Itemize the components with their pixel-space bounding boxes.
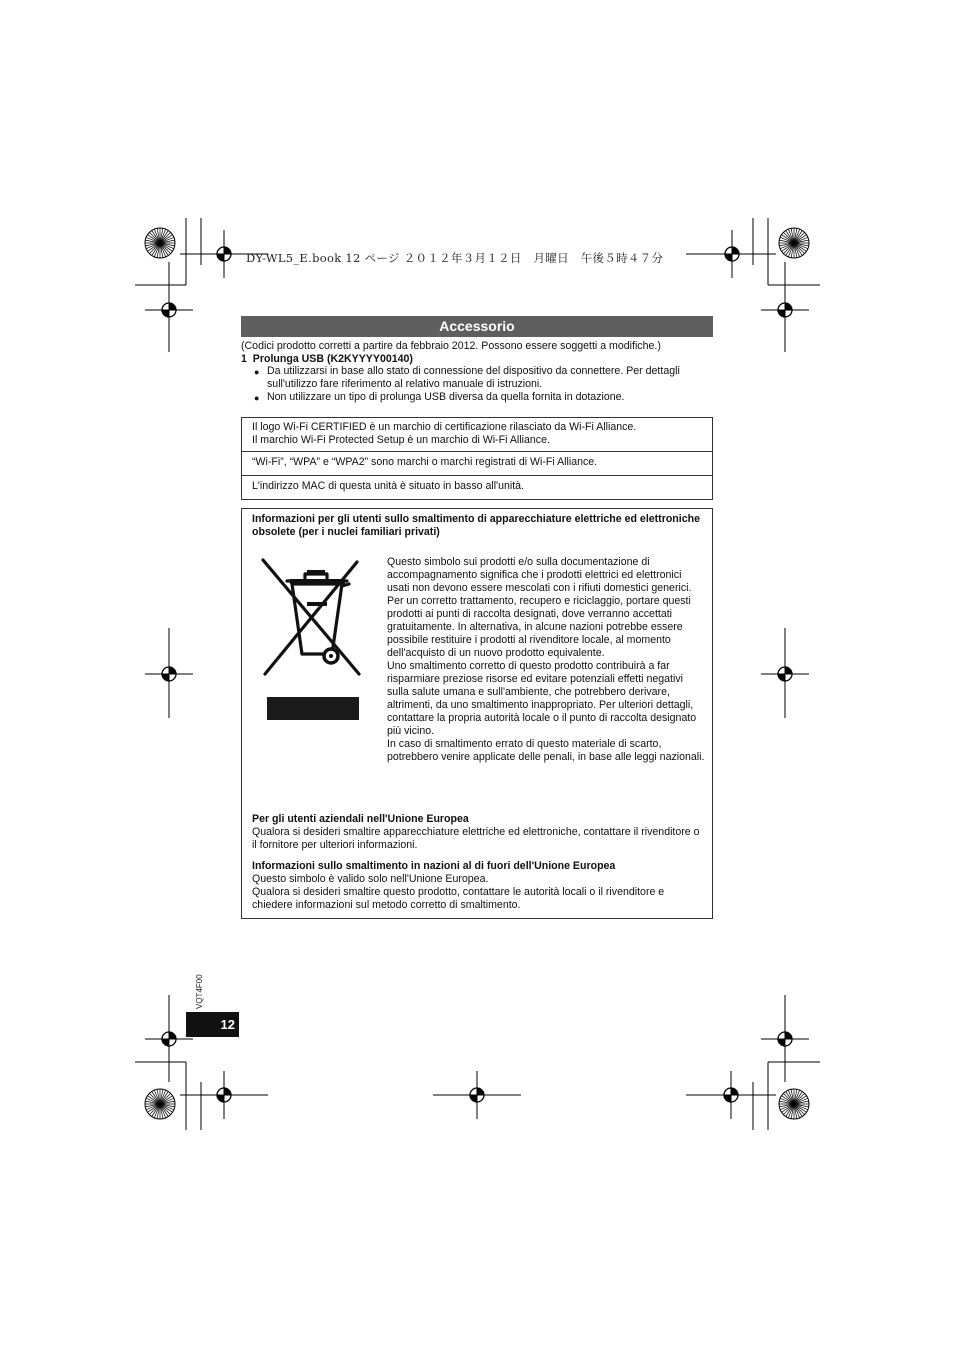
wifi-protected-setup-text: Il marchio Wi-Fi Protected Setup è un marchio di Wi-Fi Alliance. xyxy=(252,434,550,446)
bullet-text: Non utilizzare un tipo di prolunga USB diversa da quella fornita in dotazione. xyxy=(267,391,625,403)
trademark-row-registered xyxy=(242,452,712,476)
item-title: Prolunga USB (K2KYYYY00140) xyxy=(252,353,413,365)
weee-paragraph: Per un corretto trattamento, recupero e riciclaggio, portare questi prodotti ai punti di raccolta designati, dove verranno accettati gratuitamente. In alternativa, in alcune nazioni potrebbe essere possibile restituire i prodotti al rivenditore locale, al momento dell'acquisto di un nuovo prodotto equivalente. xyxy=(387,595,691,659)
trademark-row-wifi-certified xyxy=(242,418,712,452)
section-title: Accessorio xyxy=(241,316,713,337)
mac-address-text: L'indirizzo MAC di questa unità è situato in basso all'unità. xyxy=(252,480,524,492)
weee-outside-eu-section xyxy=(252,860,707,912)
wifi-certified-text: Il logo Wi-Fi CERTIFIED è un marchio di certificazione rilasciato da Wi-Fi Alliance. xyxy=(252,421,637,433)
weee-black-bar xyxy=(267,697,359,720)
weee-title: Informazioni per gli utenti sullo smaltimento di apparecchiature elettriche ed elettroniche obsolete (per i nuclei familiari privati) xyxy=(252,513,700,538)
item-number: 1 xyxy=(241,353,247,365)
weee-outside-text-2: Qualora si desideri smaltire questo prodotto, contattare le autorità locali o il rivenditore e chiedere informazioni sul metodo corretto di smaltimento. xyxy=(252,886,665,911)
section-intro: (Codici prodotto corretti a partire da febbraio 2012. Possono essere soggetti a modifiche.) xyxy=(241,340,661,352)
bullet-icon: ● xyxy=(254,367,260,377)
trademark-row-mac xyxy=(242,476,712,499)
book-header-line: DY-WL5_E.book 12 ページ ２０１２年３月１２日 月曜日 午後５時４７分 xyxy=(246,251,664,265)
crossed-out-wheelie-bin-icon xyxy=(257,554,372,684)
weee-paragraph: In caso di smaltimento errato di questo materiale di scarto, potrebbero venire applicate delle penali, in base alle leggi nazionali. xyxy=(387,738,705,763)
document-code: VQT4F00 xyxy=(195,974,204,1009)
registered-marks-text: “Wi-Fi”, “WPA” e “WPA2” sono marchi o marchi registrati di Wi-Fi Alliance. xyxy=(252,456,598,468)
list-item xyxy=(253,391,713,404)
item-bullet-list xyxy=(253,365,713,404)
weee-paragraph: Uno smaltimento corretto di questo prodotto contribuirà a far risparmiare preziose risorse ed evitare potenziali effetti negativi sulla salute umana e sull'ambiente, che potrebbero derivare, altrimenti, da uno smaltimento inappropriato. Per ulteriori dettagli, contattare la propria autorità locale o il punto di raccolta designato più vicino. xyxy=(387,660,697,737)
trademark-box xyxy=(241,417,713,500)
weee-business-text: Qualora si desideri smaltire apparecchiature elettriche ed elettroniche, contattare il rivenditore o il fornitore per ulteriori informazioni. xyxy=(252,826,700,851)
bullet-icon: ● xyxy=(254,393,260,403)
weee-description xyxy=(387,556,705,764)
weee-disposal-box xyxy=(241,508,713,919)
weee-business-section xyxy=(252,813,707,852)
bullet-text: Da utilizzarsi in base allo stato di connessione del dispositivo da connettere. Per dettagli sull'utilizzo fare riferimento al relativo manuale di istruzioni. xyxy=(267,365,680,390)
weee-outside-title: Informazioni sullo smaltimento in nazioni al di fuori dell'Unione Europea xyxy=(252,860,616,872)
weee-outside-text-1: Questo simbolo è valido solo nell'Unione Europea. xyxy=(252,873,489,885)
weee-paragraph: Questo simbolo sui prodotti e/o sulla documentazione di accompagnamento significa che i prodotti elettrici ed elettronici usati non devono essere mescolati con i rifiuti domestici generici. xyxy=(387,556,692,594)
page-number: 12 xyxy=(186,1012,239,1037)
list-item xyxy=(253,365,713,391)
weee-business-title: Per gli utenti aziendali nell'Unione Europea xyxy=(252,813,469,825)
